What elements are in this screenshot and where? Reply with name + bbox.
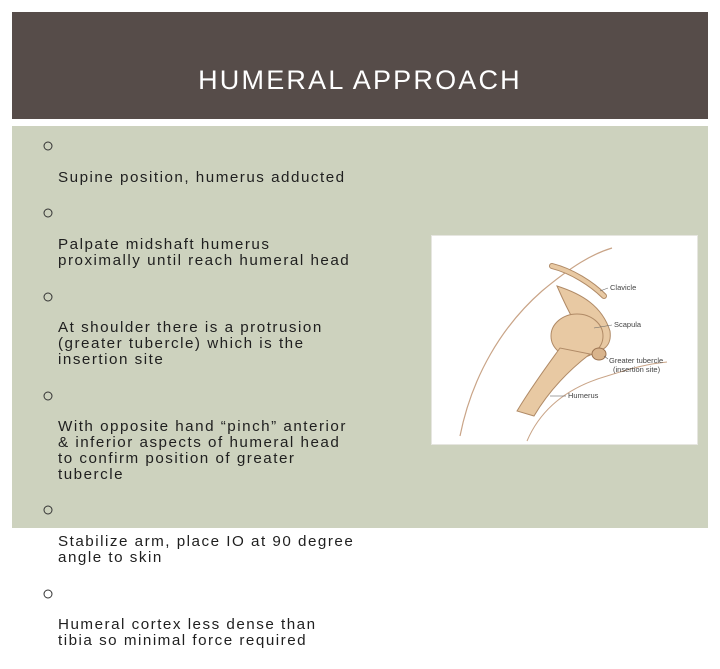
shoulder-anatomy-illustration <box>432 236 697 444</box>
bullet-text: Humeral cortex less dense than tibia so minimal force required <box>58 616 317 649</box>
bullet-item <box>42 502 422 565</box>
bullet-text: Stabilize arm, place IO at 90 degree angle to skin <box>58 532 355 566</box>
bullet-item <box>42 138 422 185</box>
circle-bullet-icon <box>43 208 53 218</box>
circle-bullet-icon <box>43 292 53 302</box>
bullet-item <box>42 205 422 268</box>
circle-bullet-icon <box>43 141 53 151</box>
bullet-list <box>42 138 422 669</box>
bullet-text: With opposite hand “pinch” anterior & inferior aspects of humeral head to confirm position of greater tubercle <box>58 418 347 483</box>
greater-tubercle-label: Greater tubercle <box>609 356 664 365</box>
slide-title: HUMERAL APPROACH <box>198 65 522 95</box>
bullet-text: At shoulder there is a protrusion (greater tubercle) which is the insertion site <box>58 319 323 368</box>
scapula-label: Scapula <box>614 320 642 329</box>
humerus-label: Humerus <box>568 391 599 400</box>
bullet-text: Supine position, humerus adducted <box>58 168 346 186</box>
title-bar <box>12 12 708 119</box>
circle-bullet-icon <box>43 505 53 515</box>
bullet-item <box>42 289 422 368</box>
insertion-site-label: (insertion site) <box>613 365 661 374</box>
bullet-text: Palpate midshaft humerus proximally until reach humeral head <box>58 235 351 269</box>
shoulder-anatomy-figure <box>431 235 698 445</box>
bullet-item <box>42 586 422 649</box>
circle-bullet-icon <box>43 589 53 599</box>
bullet-item <box>42 388 422 483</box>
clavicle-label: Clavicle <box>610 283 637 292</box>
circle-bullet-icon <box>43 391 53 401</box>
